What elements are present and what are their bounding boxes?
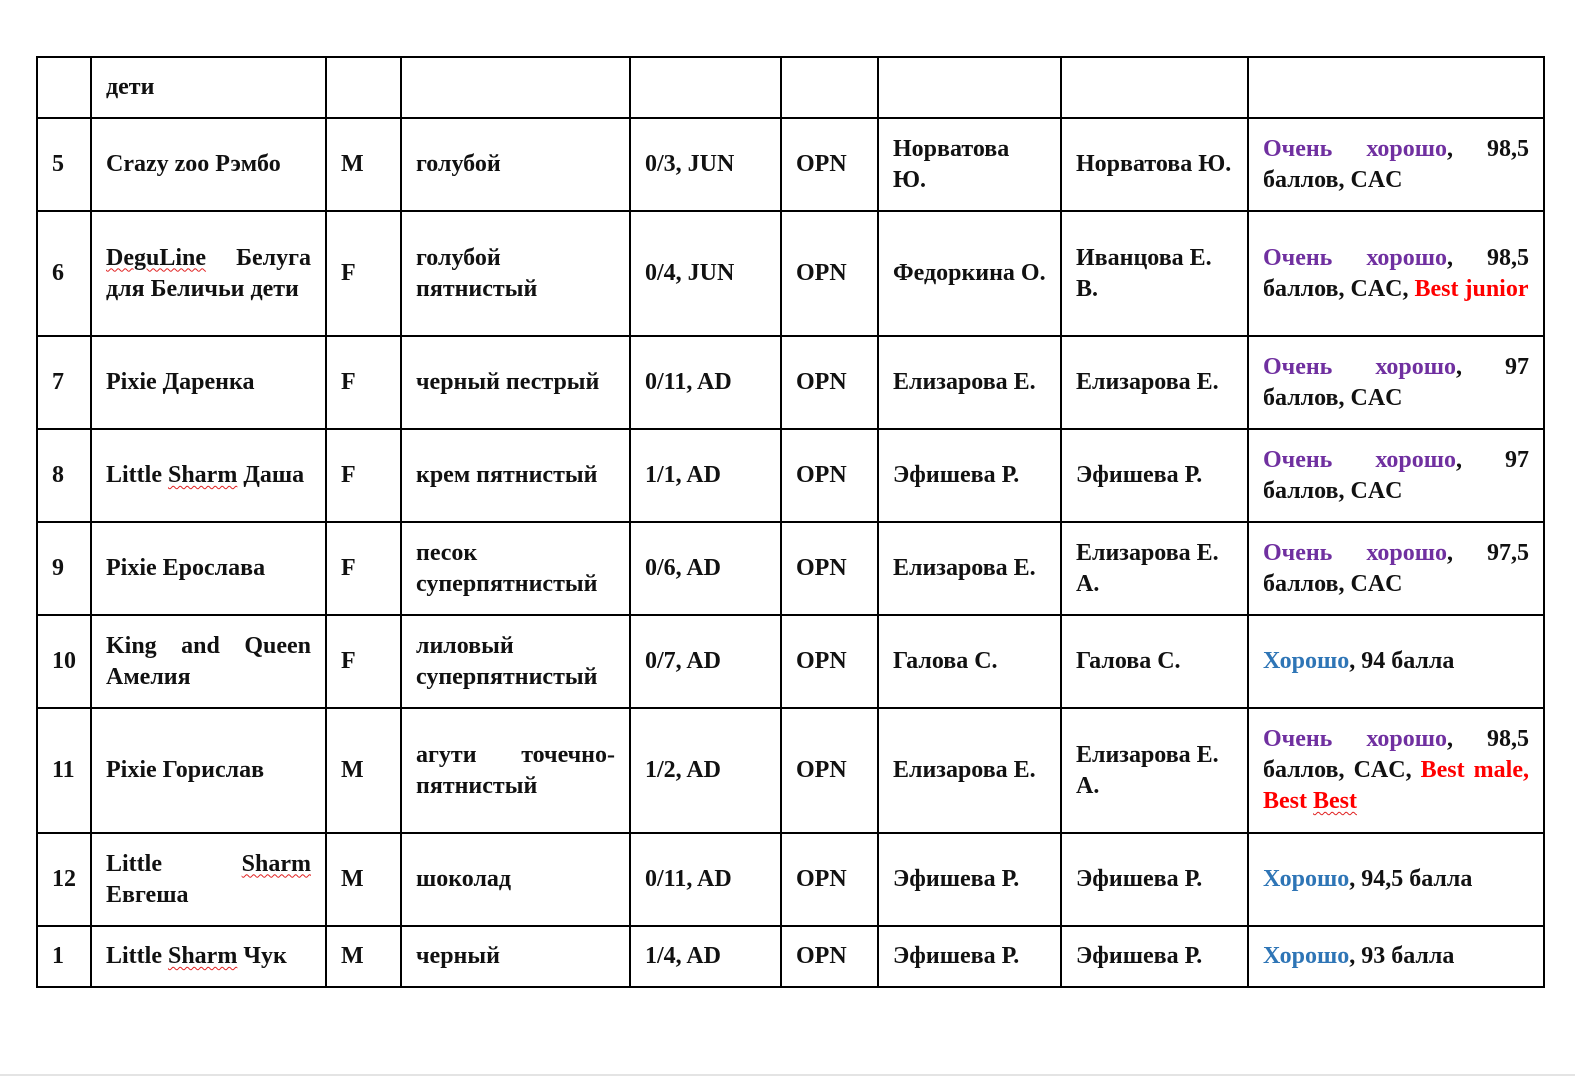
- pet-name-part: Чук: [237, 943, 287, 969]
- class-value: OPN: [796, 462, 847, 488]
- pet-name: дети: [106, 74, 155, 100]
- score-text: , 97,5 баллов, CAC: [1263, 539, 1529, 597]
- number-cell: [37, 57, 91, 118]
- color-cell: [401, 57, 630, 118]
- pet-name-part: Евгеша: [106, 881, 189, 908]
- breeder-value: Эфишева Р.: [893, 462, 1020, 488]
- row-number: 7: [52, 369, 64, 395]
- breeder-cell: [878, 211, 1061, 336]
- breeder-value: Эфишева Р.: [893, 866, 1020, 892]
- color-value: голубой: [416, 151, 501, 177]
- number-cell: [37, 522, 91, 615]
- name-cell: [91, 708, 326, 833]
- score-text: , 98,5 баллов, CAC,: [1263, 244, 1529, 302]
- result-cell: [1248, 57, 1544, 118]
- breeder-value: Елизарова Е.: [893, 369, 1036, 395]
- owner-cell: [1061, 926, 1248, 987]
- class-cell: [781, 926, 878, 987]
- owner-cell: [1061, 833, 1248, 926]
- score-text: , 97 баллов, CAC: [1263, 353, 1529, 411]
- table-row: [37, 118, 1544, 211]
- breeder-value: Елизарова Е.: [893, 555, 1036, 581]
- result-cell: [1248, 211, 1544, 336]
- owner-value: Норватова Ю.: [1076, 151, 1232, 177]
- owner-cell: [1061, 336, 1248, 429]
- result-cell: [1248, 336, 1544, 429]
- breeder-value: Елизарова Е.: [893, 757, 1036, 783]
- sex-cell: [326, 708, 401, 833]
- color-value: черный: [416, 943, 500, 969]
- color-cell: [401, 708, 630, 833]
- spellcheck-word: Best: [1313, 788, 1357, 814]
- color-cell: [401, 926, 630, 987]
- number-cell: [37, 615, 91, 708]
- owner-value: Елизарова Е.: [1076, 369, 1219, 395]
- pet-name-part: King and Queen Амелия: [106, 632, 311, 690]
- color-cell: [401, 118, 630, 211]
- name-cell: [91, 615, 326, 708]
- pet-name-part: Little: [106, 850, 242, 877]
- name-cell: [91, 118, 326, 211]
- page-edge-divider: [0, 1074, 1575, 1076]
- sex-value: M: [341, 151, 364, 177]
- row-number: 11: [52, 757, 75, 783]
- table-row: [37, 615, 1544, 708]
- table-row: [37, 833, 1544, 926]
- owner-value: Галова С.: [1076, 648, 1181, 674]
- name-cell: [91, 522, 326, 615]
- owner-value: Эфишева Р.: [1076, 943, 1203, 969]
- age-cell: [630, 336, 781, 429]
- class-cell: [781, 615, 878, 708]
- spellcheck-word: Sharm: [241, 850, 311, 877]
- number-cell: [37, 833, 91, 926]
- breeder-cell: [878, 926, 1061, 987]
- pet-name-part: Pixie Даренка: [106, 369, 255, 395]
- number-cell: [37, 926, 91, 987]
- grade-label: Очень хорошо: [1263, 446, 1457, 473]
- name-cell: [91, 926, 326, 987]
- class-value: OPN: [796, 943, 847, 969]
- class-cell: [781, 833, 878, 926]
- sex-cell: [326, 57, 401, 118]
- owner-cell: [1061, 615, 1248, 708]
- class-value: OPN: [796, 648, 847, 674]
- sex-cell: [326, 833, 401, 926]
- age-value: 1/2, AD: [645, 757, 722, 783]
- age-cell: [630, 211, 781, 336]
- breeder-value: Галова С.: [893, 648, 998, 674]
- class-cell: [781, 522, 878, 615]
- pet-name-part: Little: [106, 462, 168, 488]
- grade-label: Хорошо: [1263, 866, 1350, 892]
- score-text: , 94,5 балла: [1349, 866, 1473, 892]
- score-text: , 97 баллов, CAC: [1263, 446, 1529, 504]
- row-number: 8: [52, 462, 64, 488]
- result-cell: [1248, 429, 1544, 522]
- spellcheck-word: Sharm: [167, 943, 238, 969]
- score-text: , 94 балла: [1349, 648, 1455, 674]
- table-row: [37, 708, 1544, 833]
- award-label: Best junior: [1414, 275, 1529, 302]
- color-cell: [401, 211, 630, 336]
- owner-value: Эфишева Р.: [1076, 866, 1203, 892]
- age-value: 0/3, JUN: [645, 151, 735, 177]
- sex-value: M: [341, 866, 364, 892]
- number-cell: [37, 429, 91, 522]
- class-cell: [781, 57, 878, 118]
- row-number: 6: [52, 260, 64, 286]
- name-cell: [91, 57, 326, 118]
- number-cell: [37, 336, 91, 429]
- sex-cell: [326, 429, 401, 522]
- pet-name-part: Pixie Ерослава: [106, 555, 266, 581]
- pet-name-part: Белуга для Беличьи дети: [106, 244, 311, 302]
- age-value: 0/11, AD: [645, 866, 732, 892]
- row-number: 9: [52, 555, 64, 581]
- owner-value: Иванцова Е. В.: [1076, 244, 1212, 302]
- sex-cell: [326, 615, 401, 708]
- pet-name-part: Little: [106, 943, 168, 969]
- color-cell: [401, 615, 630, 708]
- result-cell: [1248, 118, 1544, 211]
- breeder-cell: [878, 522, 1061, 615]
- class-value: OPN: [796, 260, 847, 286]
- result-cell: [1248, 615, 1544, 708]
- grade-label: Очень хорошо: [1263, 135, 1448, 162]
- age-cell: [630, 615, 781, 708]
- breeder-cell: [878, 708, 1061, 833]
- age-cell: [630, 57, 781, 118]
- pet-name-part: Crazy zoo Рэмбо: [106, 151, 281, 177]
- result-cell: [1248, 522, 1544, 615]
- table-row: [37, 522, 1544, 615]
- sex-value: M: [341, 757, 364, 783]
- grade-label: Очень хорошо: [1263, 353, 1457, 380]
- owner-value: Елизарова Е. А.: [1076, 741, 1219, 799]
- owner-cell: [1061, 211, 1248, 336]
- name-cell: [91, 336, 326, 429]
- sex-cell: [326, 926, 401, 987]
- class-value: OPN: [796, 866, 847, 892]
- name-cell: [91, 833, 326, 926]
- class-cell: [781, 118, 878, 211]
- result-cell: [1248, 708, 1544, 833]
- age-cell: [630, 118, 781, 211]
- color-cell: [401, 429, 630, 522]
- breeder-value: Эфишева Р.: [893, 943, 1020, 969]
- color-value: шоколад: [416, 866, 512, 892]
- breeder-cell: [878, 429, 1061, 522]
- number-cell: [37, 708, 91, 833]
- table-row: [37, 926, 1544, 987]
- age-cell: [630, 926, 781, 987]
- owner-value: Елизарова Е. А.: [1076, 539, 1219, 597]
- name-cell: [91, 211, 326, 336]
- color-cell: [401, 833, 630, 926]
- owner-value: Эфишева Р.: [1076, 462, 1203, 488]
- color-value: лиловый суперпятнистый: [416, 632, 598, 690]
- sex-cell: [326, 522, 401, 615]
- age-value: 0/7, AD: [645, 648, 722, 674]
- age-value: 0/4, JUN: [645, 260, 735, 286]
- grade-label: Очень хорошо: [1263, 244, 1448, 271]
- age-cell: [630, 833, 781, 926]
- color-value: черный пестрый: [416, 369, 600, 395]
- owner-cell: [1061, 118, 1248, 211]
- sex-cell: [326, 336, 401, 429]
- table-row: [37, 211, 1544, 336]
- sex-cell: [326, 211, 401, 336]
- breeder-cell: [878, 615, 1061, 708]
- color-value: голубой пятнистый: [416, 244, 538, 302]
- score-text: , 93 балла: [1349, 943, 1455, 969]
- row-number: 12: [52, 866, 76, 892]
- sex-value: F: [341, 555, 356, 581]
- owner-cell: [1061, 429, 1248, 522]
- result-cell: [1248, 833, 1544, 926]
- age-value: 0/11, AD: [645, 369, 732, 395]
- color-value: песок суперпятнистый: [416, 539, 598, 597]
- breeder-cell: [878, 833, 1061, 926]
- sex-value: M: [341, 943, 364, 969]
- color-cell: [401, 336, 630, 429]
- age-value: 1/1, AD: [645, 462, 722, 488]
- class-value: OPN: [796, 369, 847, 395]
- owner-cell: [1061, 522, 1248, 615]
- score-text: , 98,5 баллов, CAC: [1263, 135, 1529, 193]
- class-cell: [781, 429, 878, 522]
- results-table: [36, 56, 1545, 988]
- table-row-continuation: [37, 57, 1544, 118]
- color-cell: [401, 522, 630, 615]
- pet-name-part: Даша: [237, 462, 305, 488]
- class-cell: [781, 708, 878, 833]
- age-value: 1/4, AD: [645, 943, 722, 969]
- class-cell: [781, 336, 878, 429]
- breeder-value: Федоркина О.: [893, 260, 1046, 286]
- spellcheck-word: Sharm: [167, 462, 238, 488]
- grade-label: Хорошо: [1263, 648, 1350, 674]
- age-value: 0/6, AD: [645, 555, 722, 581]
- number-cell: [37, 118, 91, 211]
- row-number: 1: [52, 943, 64, 969]
- breeder-value: Норватова Ю.: [893, 135, 1010, 193]
- owner-cell: [1061, 708, 1248, 833]
- class-value: OPN: [796, 151, 847, 177]
- sex-value: F: [341, 462, 356, 488]
- row-number: 5: [52, 151, 64, 177]
- grade-label: Очень хорошо: [1263, 539, 1448, 566]
- color-value: агути точечно-пятнистый: [416, 741, 615, 799]
- number-cell: [37, 211, 91, 336]
- class-cell: [781, 211, 878, 336]
- sex-value: F: [341, 369, 356, 395]
- breeder-cell: [878, 336, 1061, 429]
- spellcheck-word: DeguLine: [106, 244, 207, 271]
- result-cell: [1248, 926, 1544, 987]
- grade-label: Хорошо: [1263, 943, 1350, 969]
- color-value: крем пятнистый: [416, 462, 598, 488]
- name-cell: [91, 429, 326, 522]
- sex-cell: [326, 118, 401, 211]
- award-label-part: Best male, Best: [1263, 757, 1529, 814]
- class-value: OPN: [796, 757, 847, 783]
- sex-value: F: [341, 260, 356, 286]
- grade-label: Очень хорошо: [1263, 726, 1448, 752]
- breeder-cell: [878, 118, 1061, 211]
- table-row: [37, 336, 1544, 429]
- age-cell: [630, 708, 781, 833]
- age-cell: [630, 429, 781, 522]
- breeder-cell: [878, 57, 1061, 118]
- row-number: 10: [52, 648, 76, 674]
- sex-value: F: [341, 648, 356, 674]
- age-cell: [630, 522, 781, 615]
- owner-cell: [1061, 57, 1248, 118]
- table-row: [37, 429, 1544, 522]
- class-value: OPN: [796, 555, 847, 581]
- score-text: , 98,5 баллов, CAC,: [1263, 726, 1529, 783]
- pet-name-part: Pixie Горислав: [106, 757, 265, 783]
